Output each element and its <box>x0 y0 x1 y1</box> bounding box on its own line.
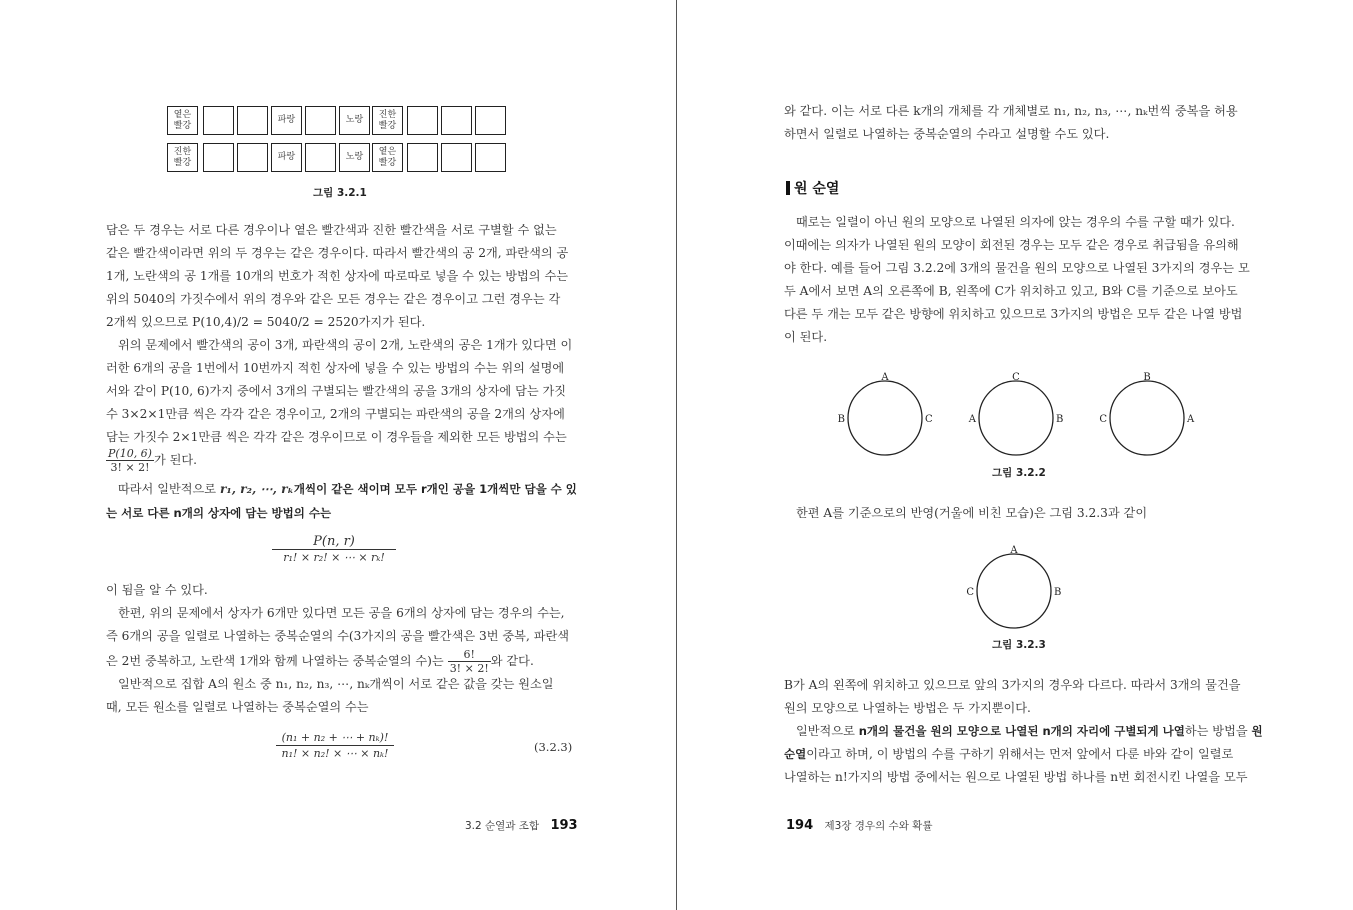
box-label: 옅은 빨강 <box>378 146 397 168</box>
page-footer <box>786 818 932 833</box>
text-line: 1개, 노란색의 공 1개를 10개의 번호가 적힌 상자에 따로따로 넣을 수 있는 방법의 수는 <box>106 269 568 283</box>
footer-section: 3.2 순열과 조합 <box>465 820 540 832</box>
bold-text: 는 서로 다른 n개의 상자에 담는 방법의 수는 <box>106 506 332 520</box>
bold-text: 원 <box>1251 724 1263 738</box>
text-line: 러한 6개의 공을 1번에서 10번까지 적힌 상자에 넣을 수 있는 방법의 수는 위의 설명에 <box>106 361 565 375</box>
grid-box <box>237 106 268 135</box>
text-line: 원의 모양으로 나열하는 방법은 두 가지뿐이다. <box>784 701 1031 715</box>
fraction-line <box>106 447 197 474</box>
grid-box <box>203 143 234 172</box>
text-line: 와 같다. 이는 서로 다른 k개의 개체를 각 개체별로 n₁, n₂, n₃, ⋯, nₖ번씩 중복을 허용 <box>784 104 1238 118</box>
arrangement-circle <box>979 381 1053 455</box>
text-fragment: 일반적으로 <box>796 724 855 738</box>
paragraph <box>784 100 1238 146</box>
text-line: 즉 6개의 공을 일렬로 나열하는 중복순열의 수(3가지의 공을 빨간색은 3번 중복, 파란색 <box>106 629 570 643</box>
fraction-numerator: P(10, 6) <box>108 447 152 460</box>
box-label: 진한 빨강 <box>173 146 192 168</box>
text-line: 같은 빨간색이라면 위의 두 경우는 같은 경우이다. 따라서 빨간색의 공 2개, 파란색의 공 <box>106 246 569 260</box>
figure-caption: 그림 3.2.3 <box>992 639 1046 651</box>
fraction-denominator: 3! × 2! <box>449 662 489 675</box>
circle-label-left: C <box>1099 414 1107 425</box>
bold-text: 개씩이 같은 색이며 모두 r개인 공을 1개씩만 담을 수 있 <box>293 482 577 496</box>
box-label: 노랑 <box>345 152 364 162</box>
grid-box <box>339 106 370 135</box>
fraction <box>106 447 154 474</box>
fraction-numerator: 6! <box>448 648 491 662</box>
text-fragment: 가 된다. <box>153 453 198 467</box>
paragraph <box>106 673 554 719</box>
math-variables: r₁, r₂, ⋯, rₖ <box>219 482 294 496</box>
heading-bar <box>786 181 790 195</box>
text-line: 때, 모든 원소를 일렬로 나열하는 중복순열의 수는 <box>106 700 369 714</box>
grid-box <box>237 143 268 172</box>
text-line: 한편 A를 기준으로의 반영(거울에 비친 모습)은 그림 3.2.3과 같이 <box>796 506 1148 520</box>
circle-label-left: A <box>968 414 976 425</box>
text-line: 야 한다. 예를 들어 그림 3.2.2에 3개의 물건을 원의 모양으로 나열된 3가지의 경우는 모 <box>784 261 1250 275</box>
paragraph <box>118 478 577 501</box>
figure-caption: 그림 3.2.1 <box>313 187 367 199</box>
paragraph <box>784 211 1250 349</box>
right-page <box>678 0 1353 910</box>
grid-box <box>441 106 472 135</box>
text-fragment: 이라고 하며, 이 방법의 수를 구하기 위해서는 먼저 앞에서 다룬 바와 같이 일렬로 <box>806 747 1234 761</box>
mirror-arrangement-figure <box>958 545 1078 637</box>
formula-numerator: (n₁ + n₂ + ⋯ + nₖ)! <box>276 730 394 746</box>
fraction <box>448 648 491 675</box>
paragraph <box>784 674 1241 720</box>
circle-label-left: C <box>966 587 974 598</box>
formula <box>272 534 396 565</box>
grid-box <box>339 143 370 172</box>
box-label: 파랑 <box>277 152 296 162</box>
text-line: 이 된다. <box>784 330 828 344</box>
text-line: 수 3×2×1만큼 씩은 각각 같은 경우이고, 2개의 구별되는 파란색의 공을 2개의 상자에 <box>106 407 565 421</box>
footer-section: 제3장 경우의 수와 확률 <box>824 820 933 832</box>
text-line: 위의 문제에서 빨간색의 공이 3개, 파란색의 공이 2개, 노란색의 공은 1개가 있다면 이 <box>118 338 573 352</box>
formula-numerator: P(n, r) <box>272 534 396 550</box>
text-line: 2개씩 있으므로 P(10,4)/2 = 5040/2 = 2520가지가 된다. <box>106 315 426 329</box>
text-line: 위의 5040의 가짓수에서 위의 경우와 같은 모든 경우는 같은 경우이고 그런 경우는 각 <box>106 292 561 306</box>
text-line: 나열하는 n!가지의 방법 중에서는 원으로 나열된 방법 하나를 n번 회전시킨 나열을 모두 <box>784 770 1248 784</box>
text-line: 두 A에서 보면 A의 오른쪽에 B, 왼쪽에 C가 위치하고 있고, B와 C를 기준으로 보아도 <box>784 284 1238 298</box>
paragraph <box>106 219 568 334</box>
text-line: 하면서 일렬로 나열하는 중복순열의 수라고 설명할 수도 있다. <box>784 127 1110 141</box>
box-label: 파랑 <box>277 115 296 125</box>
left-page <box>0 0 676 910</box>
page-footer <box>465 818 578 833</box>
page-number: 194 <box>786 818 814 833</box>
page-gutter <box>676 0 677 910</box>
text-fragment: 와 같다. <box>490 654 534 668</box>
text-line: 한편, 위의 문제에서 상자가 6개만 있다면 모든 공을 6개의 상자에 담는 경우의 수는, <box>118 606 565 620</box>
box-label: 진한 빨강 <box>378 109 397 131</box>
grid-box <box>407 106 438 135</box>
equation-number: (3.2.3) <box>534 740 573 754</box>
text-line: 때로는 일렬이 아닌 원의 모양으로 나열된 의자에 앉는 경우의 수를 구할 때가 있다. <box>796 215 1235 229</box>
formula-denominator: n₁! × n₂! × ⋯ × nₖ! <box>281 747 389 760</box>
text-fragment: 따라서 일반적으로 <box>118 482 217 496</box>
bold-text: n개의 물건을 원의 모양으로 나열된 n개의 자리에 구별되게 나열 <box>858 724 1185 738</box>
grid-box <box>372 143 403 172</box>
box-label: 옅은 빨강 <box>173 109 192 131</box>
circle-label-top: B <box>1143 372 1151 383</box>
bold-text: 순열 <box>784 747 807 761</box>
paragraph <box>106 602 569 675</box>
circle-label-right: A <box>1187 414 1195 425</box>
circle-label-top: C <box>1012 372 1020 383</box>
box-label: 노랑 <box>345 115 364 125</box>
heading-text: 원 순열 <box>794 181 840 197</box>
circle-label-right: B <box>1054 587 1062 598</box>
text-line: 담는 가짓수 2×1만큼 씩은 각각 같은 경우이므로 이 경우들을 제외한 모든 방법의 수는 <box>106 430 567 444</box>
grid-box <box>305 106 336 135</box>
text-line: 이때에는 의자가 나열된 원의 모양이 회전된 경우는 모두 같은 경우로 취급됨을 유의해 <box>784 238 1239 252</box>
text-line: 다른 두 개는 모두 같은 방향에 위치하고 있으므로 3가지의 방법은 모두 같은 나열 방법 <box>784 307 1243 321</box>
grid-box <box>167 106 198 135</box>
grid-box <box>372 106 403 135</box>
text-line: 서와 같이 P(10, 6)가지 중에서 3개의 구별되는 빨간색의 공을 3개의 상자에 담는 가짓 <box>106 384 567 398</box>
figure-caption: 그림 3.2.2 <box>992 467 1046 479</box>
page-number: 193 <box>550 818 578 833</box>
paragraph <box>784 720 1263 789</box>
grid-box <box>475 106 506 135</box>
arrangement-circle <box>977 554 1051 628</box>
grid-box <box>167 143 198 172</box>
grid-box <box>475 143 506 172</box>
formula-denominator: r₁! × r₂! × ⋯ × rₖ! <box>283 551 385 564</box>
circle-label-top: A <box>881 372 889 383</box>
arrangement-circle <box>848 381 922 455</box>
section-heading <box>786 178 839 198</box>
paragraph <box>106 334 572 449</box>
grid-box <box>305 143 336 172</box>
arrangement-circle <box>1110 381 1184 455</box>
circle-label-top: A <box>1010 545 1018 556</box>
formula <box>276 730 394 761</box>
grid-box <box>407 143 438 172</box>
text-fragment: 은 2번 중복하고, 노란색 1개와 함께 나열하는 중복순열의 수)는 <box>106 654 444 668</box>
circular-arrangements-figure <box>828 370 1208 462</box>
text-line: 일반적으로 집합 A의 원소 중 n₁, n₂, n₃, ⋯, nₖ개씩이 서로 같은 값을 갖는 원소일 <box>118 677 554 691</box>
grid-box <box>271 143 302 172</box>
grid-box <box>441 143 472 172</box>
text-fragment: 하는 방법을 <box>1184 724 1248 738</box>
grid-box <box>271 106 302 135</box>
circle-label-right: C <box>925 414 933 425</box>
text-line: B가 A의 왼쪽에 위치하고 있으므로 앞의 3가지의 경우와 다르다. 따라서 3개의 물건을 <box>784 678 1241 692</box>
text-line: 이 됨을 알 수 있다. <box>106 583 208 597</box>
fraction-denominator: 3! × 2! <box>110 461 150 474</box>
grid-box <box>203 106 234 135</box>
text-line: 담은 두 경우는 서로 다른 경우이나 옅은 빨간색과 진한 빨간색을 서로 구별할 수 없는 <box>106 223 557 237</box>
circle-label-right: B <box>1056 414 1064 425</box>
circle-label-left: B <box>837 414 845 425</box>
